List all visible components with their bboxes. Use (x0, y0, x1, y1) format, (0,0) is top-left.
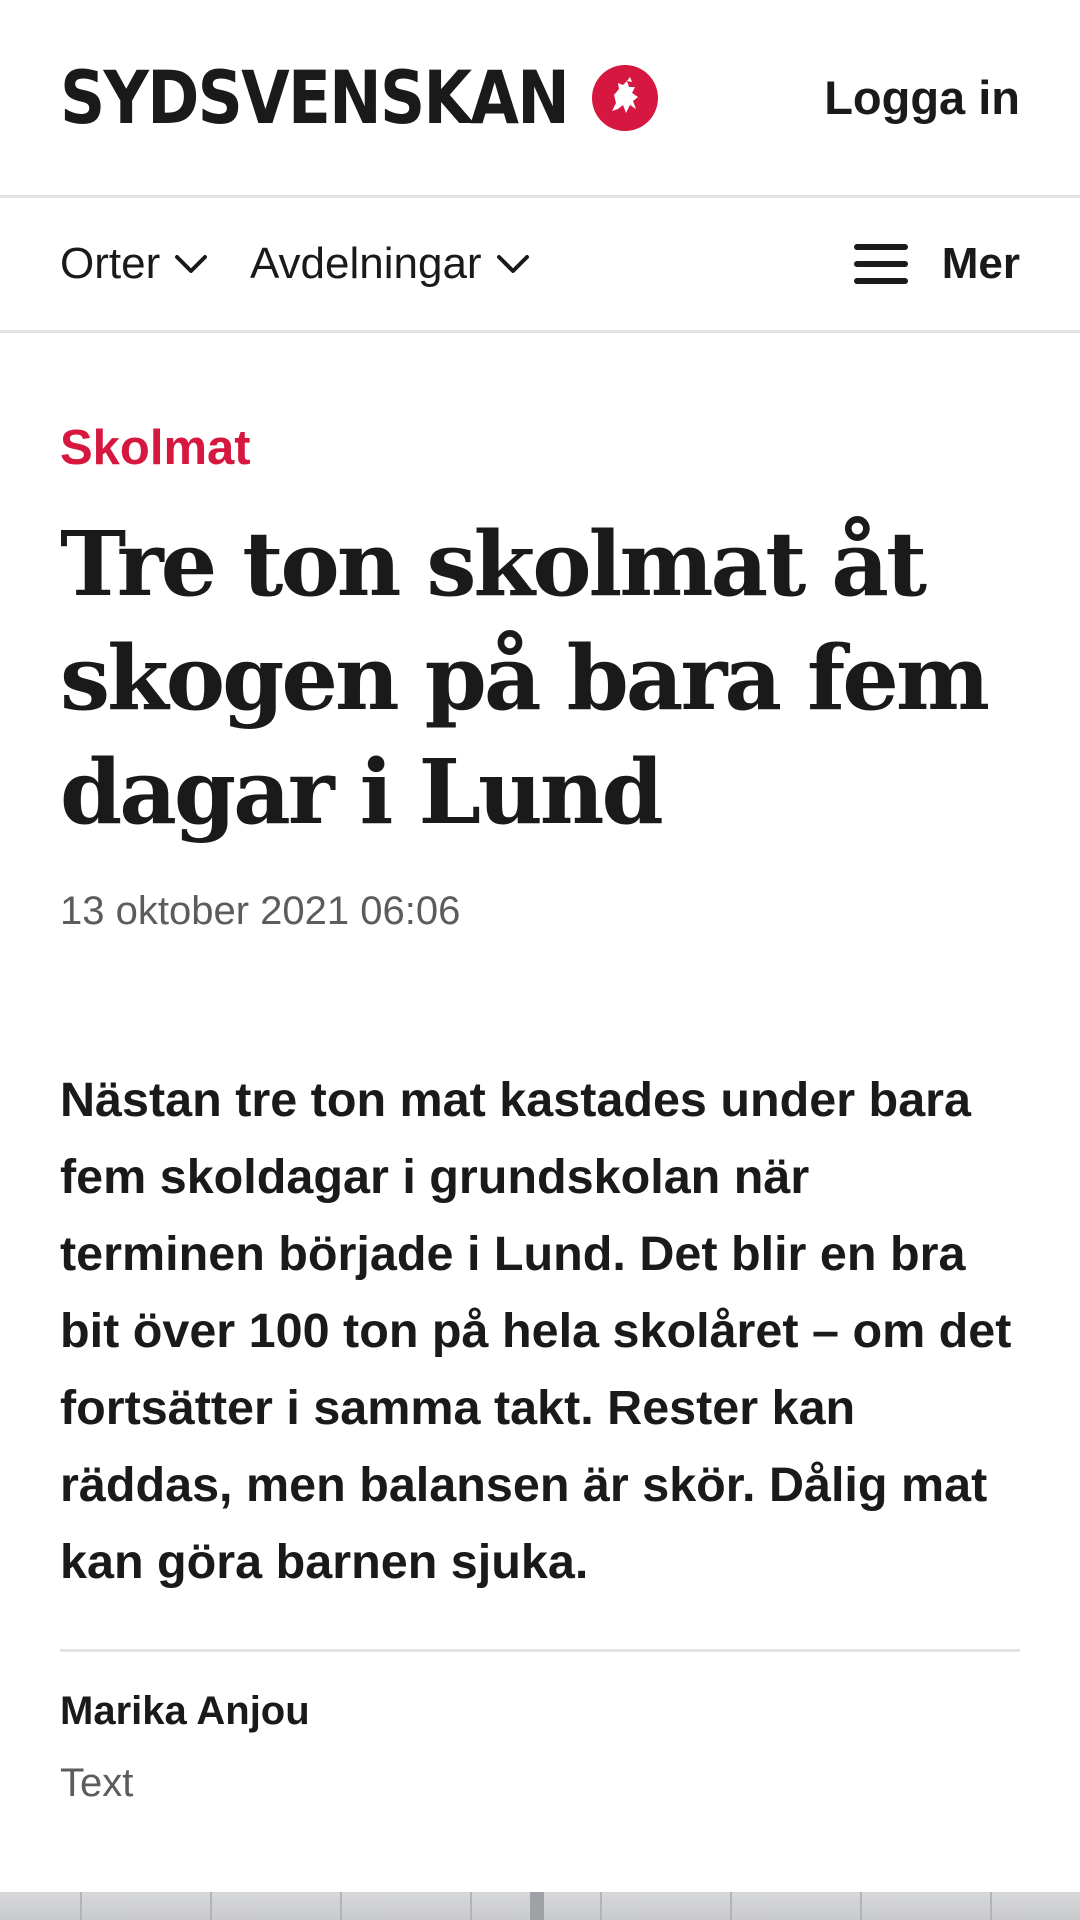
site-header (0, 0, 1080, 198)
nav-dropdown-orter[interactable] (60, 236, 208, 292)
login-link[interactable]: Logga in (824, 71, 1020, 124)
chevron-down-icon (496, 253, 530, 275)
chevron-down-icon (174, 253, 208, 275)
author-role: Text (60, 1761, 134, 1805)
hamburger-menu-icon (854, 241, 908, 287)
byline-divider (60, 1649, 1020, 1652)
article-hero-image (0, 1892, 1080, 1920)
more-menu-button[interactable] (854, 236, 1020, 292)
more-menu-label: Mer (941, 239, 1020, 288)
logo-wordmark: SYDSVENSKAN (60, 55, 569, 141)
article-headline: Tre ton skolmat åt skogen på bara fem dagar i Lund (60, 511, 988, 844)
article-kicker[interactable]: Skolmat (60, 421, 251, 475)
nav-avdelningar-label: Avdelningar (250, 239, 482, 288)
nav-dropdown-avdelningar[interactable] (250, 236, 530, 292)
griffin-emblem-icon (592, 65, 658, 131)
publish-date: 13 oktober 2021 06:06 (60, 889, 461, 933)
article-lead: Nästan tre ton mat kastades under bara fem skoldagar i grundskolan när terminen började i Lund. Det blir en bra bit över 100 ton på hela skolåret – om det fortsätter i samma takt. Rester kan räddas, men balansen är skör. Dålig mat kan göra barnen sjuka. (60, 1073, 1012, 1589)
nav-orter-label: Orter (60, 239, 161, 288)
site-logo[interactable] (60, 55, 651, 141)
main-navigation (0, 198, 1080, 333)
author-name[interactable]: Marika Anjou (60, 1689, 310, 1733)
